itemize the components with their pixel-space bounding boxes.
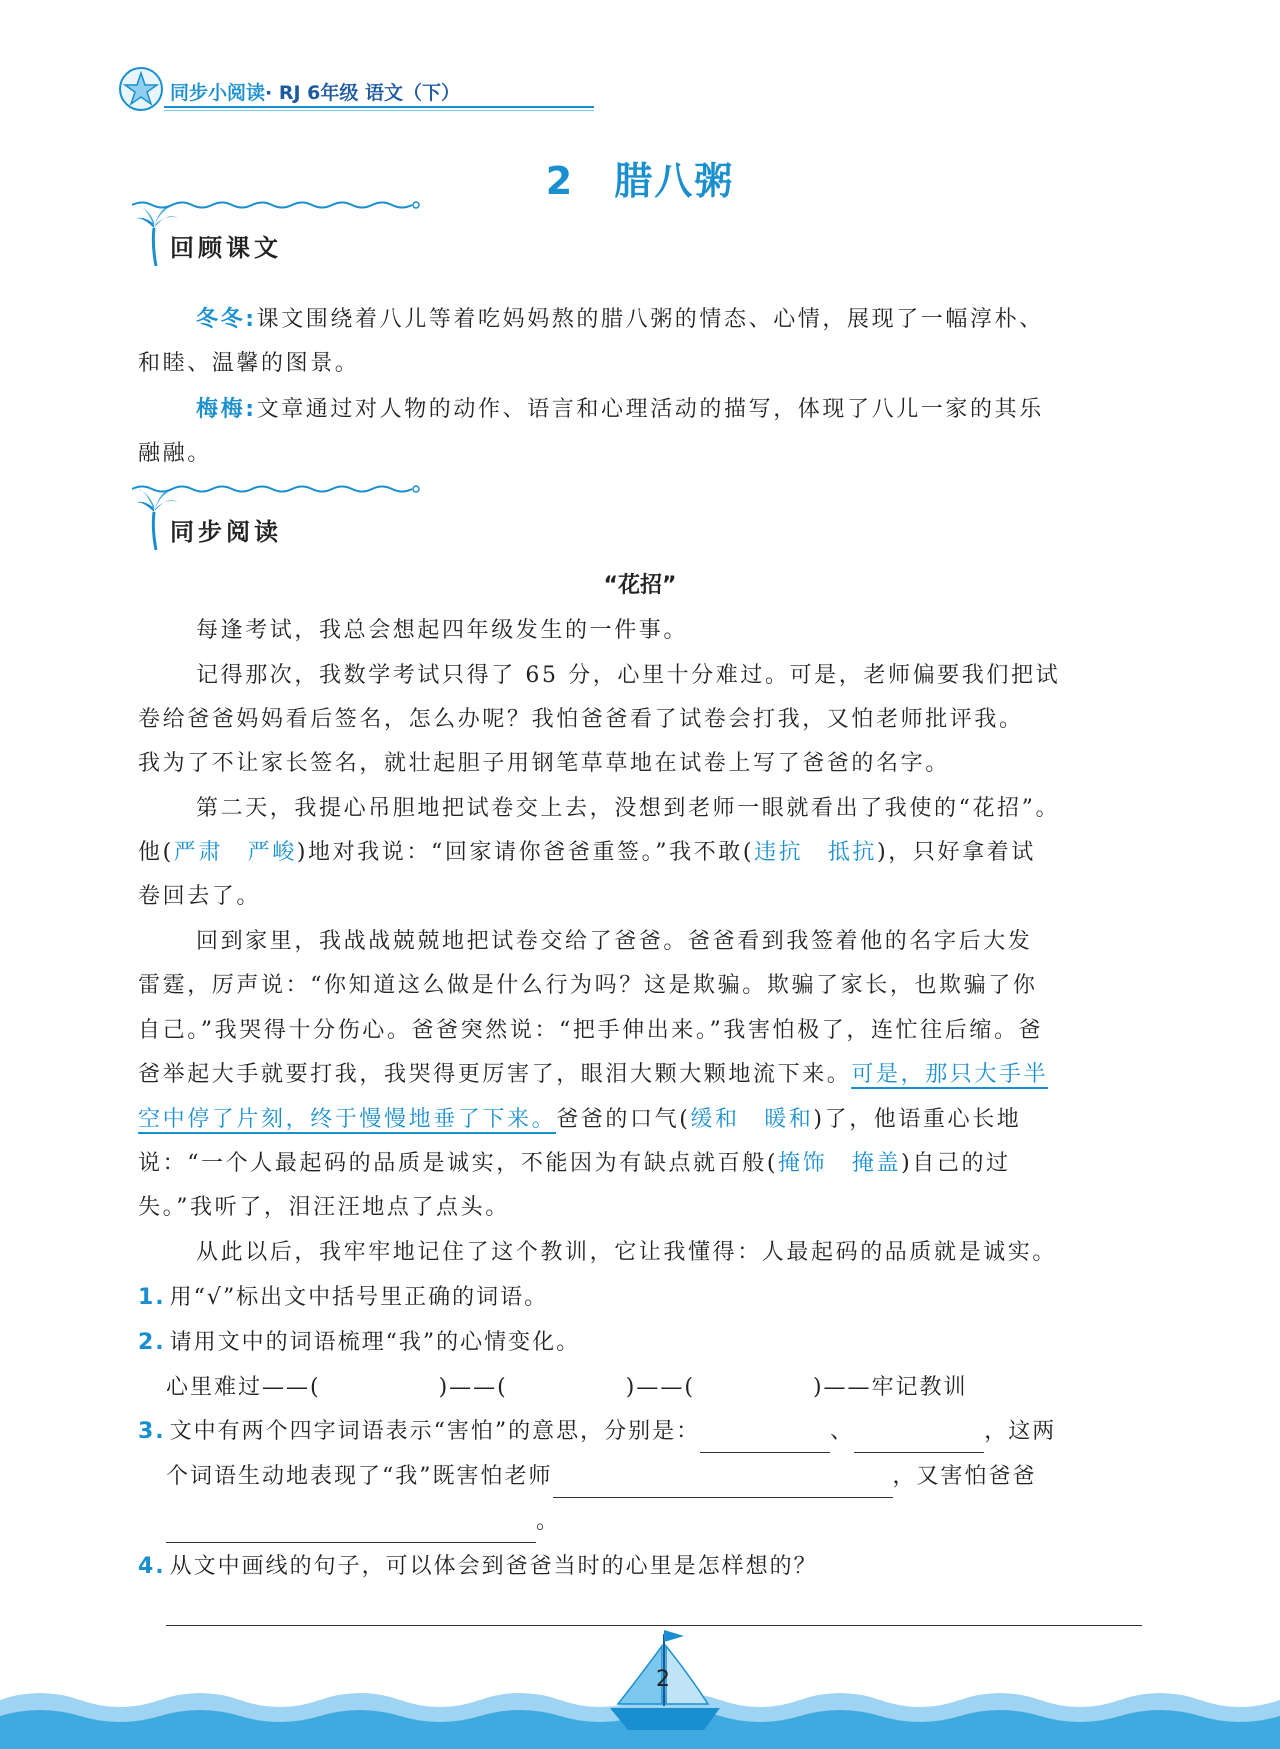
answer-blank[interactable] [553, 1471, 893, 1498]
word-choice-1[interactable]: 严肃 严峻 [173, 840, 297, 865]
underlined-sentence: 空中停了片刻，终于慢慢地垂了下来。 [138, 1107, 557, 1132]
page-header [118, 64, 478, 114]
story-p2-line-2: 卷给爸爸妈妈看后签名，怎么办呢？我怕爸爸看了试卷会打我，又怕老师批评我。 [138, 707, 1024, 732]
page-number: 2 [656, 1667, 670, 1692]
story-p4-line-1: 回到家里，我战战兢兢地把试卷交给了爸爸。爸爸看到我签着他的名字后大发 [196, 929, 1033, 954]
review-line-2: 和睦、温馨的图景。 [138, 351, 360, 376]
story-p3-line-2: 他(严肃 严峻)地对我说：“回家请你爸爸重签。”我不敢(违抗 抵抗)，只好拿着试 [138, 840, 1036, 865]
review-line-4: 融融。 [138, 441, 212, 466]
story-p4-line-6: 说：“一个人最起码的品质是诚实，不能因为有缺点就百般(掩饰 掩盖)自己的过 [138, 1151, 1011, 1176]
series-name: 同步小阅读 [170, 82, 266, 104]
footer-waves [0, 1620, 1280, 1749]
story-p4-line-5: 空中停了片刻，终于慢慢地垂了下来。爸爸的口气(缓和 暖和)了，他语重心长地 [138, 1107, 1022, 1132]
story-title: “花招” [603, 573, 677, 598]
story-p4-line-2: 雷霆，厉声说：“你知道这么做是什么行为吗？这是欺骗。欺骗了家长，也欺骗了你 [138, 973, 1038, 998]
lesson-number: 2 [545, 159, 575, 203]
story-p4-line-7: 失。”我听了，泪汪汪地点了点头。 [138, 1195, 510, 1220]
question-2: 2. 请用文中的词语梳理“我”的心情变化。 [138, 1330, 581, 1355]
header-rule [164, 106, 594, 108]
lesson-name: 腊八粥 [614, 159, 735, 203]
story-p4-line-4: 爸举起大手就要打我，我哭得更厉害了，眼泪大颗大颗地流下来。可是，那只大手半 [138, 1062, 1049, 1087]
reading-label: 同步阅读 [170, 518, 282, 546]
answer-blank[interactable] [700, 1426, 830, 1453]
starfish-logo-icon [118, 66, 164, 112]
underlined-sentence: 可是，那只大手半 [851, 1062, 1049, 1087]
story-p2-line-3: 我为了不让家长签名，就壮起胆子用钢笔草草地在试卷上写了爸爸的名字。 [138, 751, 950, 776]
story-paragraph-5: 从此以后，我牢牢地记住了这个教训，它让我懂得：人最起码的品质就是诚实。 [196, 1240, 1058, 1265]
review-section-heading [132, 200, 332, 270]
lesson-title [0, 150, 1280, 205]
heading-underline-wave [132, 484, 422, 494]
question-3: 3. 文中有两个四字词语表示“害怕”的意思，分别是： 、 ，这两 [138, 1410, 1142, 1453]
speaker-dongdong: 冬冬: [196, 307, 257, 332]
edition-label: · RJ 6年级 语文（下） [265, 82, 460, 104]
speaker-meimei: 梅梅: [196, 397, 257, 422]
reading-section-heading [132, 484, 332, 554]
review-line-3: 梅梅:文章通过对人物的动作、语言和心理活动的描写，体现了八儿一家的其乐 [196, 397, 1044, 422]
answer-blank[interactable] [854, 1426, 984, 1453]
story-p4-line-3: 自己。”我哭得十分伤心。爸爸突然说：“把手伸出来。”我害怕极了，连忙往后缩。爸 [138, 1018, 1044, 1043]
question-3-line-3: 。 [166, 1500, 1170, 1543]
review-line-1: 冬冬:课文围绕着八儿等着吃妈妈熬的腊八粥的情态、心情，展现了一幅淳朴、 [196, 307, 1044, 332]
question-4: 4. 从文中画线的句子，可以体会到爸爸当时的心里是怎样想的？ [138, 1554, 818, 1579]
header-rule-thin [164, 110, 594, 111]
question-3-line-2: 个词语生动地表现了“我”既害怕老师 ，又害怕爸爸 [166, 1455, 1142, 1498]
story-paragraph-1: 每逢考试，我总会想起四年级发生的一件事。 [196, 618, 689, 643]
word-choice-2[interactable]: 违抗 抵抗 [754, 840, 878, 865]
story-p3-line-3: 卷回去了。 [138, 884, 262, 909]
heading-underline-wave [132, 200, 422, 210]
story-p3-line-1: 第二天，我提心吊胆地把试卷交上去，没想到老师一眼就看出了我使的“花招”。 [196, 796, 1061, 821]
answer-blank[interactable] [166, 1516, 536, 1543]
question-1: 1. 用“√”标出文中括号里正确的词语。 [138, 1285, 549, 1310]
word-choice-4[interactable]: 掩饰 掩盖 [778, 1151, 902, 1176]
question-2-answer-row: 心里难过——( )——( )——( )——牢记教训 [166, 1375, 968, 1400]
story-p2-line-1: 记得那次，我数学考试只得了 65 分，心里十分难过。可是，老师偏要我们把试 [196, 663, 1061, 688]
word-choice-3[interactable]: 缓和 暖和 [690, 1107, 814, 1132]
review-label: 回顾课文 [170, 234, 282, 262]
